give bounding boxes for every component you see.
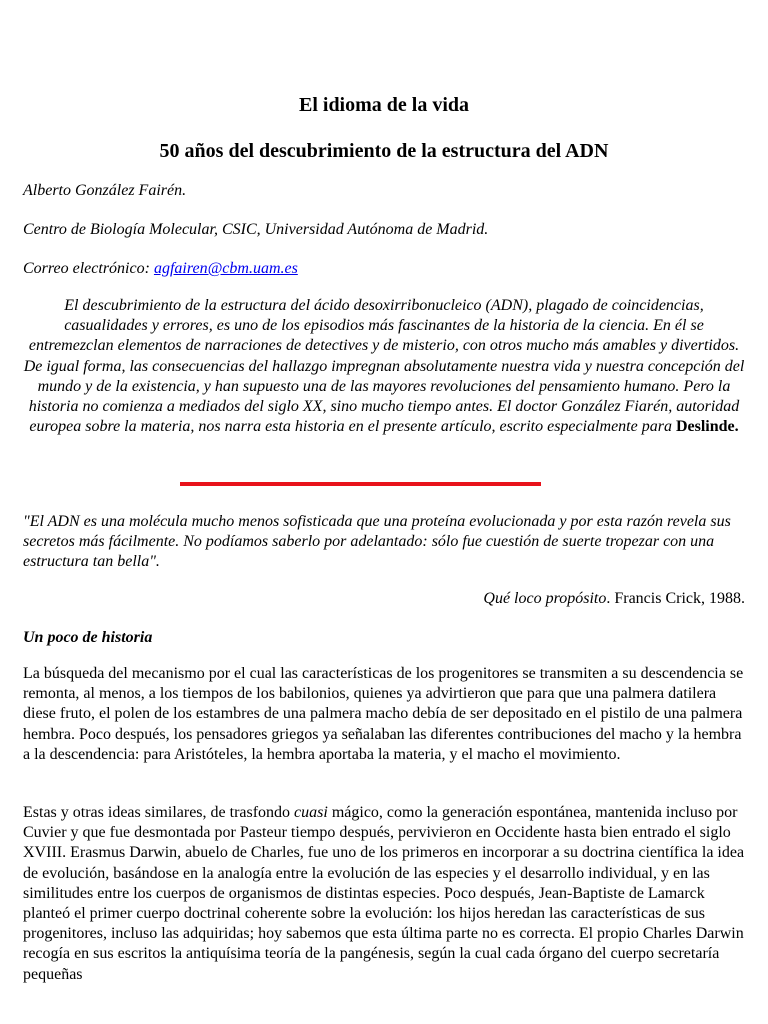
paragraph2-part-b: mágico, como la generación espontánea, mantenida incluso por Cuvier y que fue desmontada por Pasteur tiempo después, pervivieron en Occidente hasta bien entrado el siglo XVIII. Erasmus Darwin, abuelo de Charles, fue uno de los primeros en incorporar a su doctrina científica la idea de evolución, basándose en la analogía entre la evolución de las especies y el desarrollo individual, y en las similitudes entre los cuerpos de organismos de distintas especies. Poco después, Jean-Baptiste de Lamarck planteó el primer cuerpo doctrinal coherente sobre la evolución: los hijos heredan las características de sus progenitores, incluso las adquiridas; hoy sabemos que esta última parte no es correcta. El propio Charles Darwin recogía en sus escritos la antiquísima teoría de la pangénesis, según la cual cada órgano del cuerpo secretaría pequeñas: [23, 804, 745, 983]
epigraph-quote: "El ADN es una molécula mucho menos sofisticada que una proteína evolucionada y por esta razón revela sus secretos más fácilmente. No podíamos saberlo por adelantado: sólo fue cuestión de suerte tropezar con una estructura tan bella".: [23, 513, 731, 571]
abstract-journal-name: Deslinde.: [675, 418, 739, 436]
email-line: [23, 259, 745, 279]
email-link[interactable]: agfairen@cbm.uam.es: [153, 260, 298, 277]
epigraph-source-author: . Francis Crick, 1988.: [606, 590, 745, 607]
email-label: Correo electrónico:: [23, 260, 154, 277]
body-paragraph-2: [23, 803, 745, 985]
paragraph2-emphasis: cuasi: [294, 804, 328, 821]
epigraph-source-title: Qué loco propósito: [483, 590, 607, 607]
epigraph-source: [23, 589, 745, 609]
document-title: El idioma de la vida: [298, 94, 470, 116]
paragraph2-part-a: Estas y otras ideas similares, de trasfondo: [23, 804, 295, 821]
abstract-text: El descubrimiento de la estructura del ácido desoxirribonucleico (ADN), plagado de coincidencias, casualidades y errores, es uno de los episodios más fascinantes de la historia de la ciencia. En él se entremezclan elementos de narraciones de detectives y de misterio, con otros mucho más amables y divertidos. De igual forma, las consecuencias del hallazgo impregnan absolutamente nuestra vida y nuestra concepción del mundo y de la existencia, y han supuesto una de las mayores revoluciones del pensamiento humano. Pero la historia no comienza a mediados del siglo XX, sino mucho tiempo antes. El doctor González Fiarén, autoridad europea sobre la materia, nos narra esta historia en el presente artículo, escrito especialmente para: [23, 297, 745, 436]
document-subtitle: 50 años del descubrimiento de la estructura del ADN: [159, 140, 609, 162]
author-name: Alberto González Fairén.: [23, 182, 187, 199]
affiliation: Centro de Biología Molecular, CSIC, Universidad Autónoma de Madrid.: [23, 221, 489, 238]
abstract: [23, 296, 745, 437]
red-divider: [180, 482, 541, 486]
section-heading: Un poco de historia: [23, 629, 153, 646]
body-paragraph-1: La búsqueda del mecanismo por el cual las características de los progenitores se transmiten a su descendencia se remonta, al menos, a los tiempos de los babilonios, quienes ya advirtieron que para que una palmera datilera diese fruto, el polen de los estambres de una palmera macho debía de ser depositado en el pistilo de una palmera hembra. Poco después, los pensadores griegos ya señalaban las diferentes contribuciones del macho y la hembra a la descendencia: para Aristóteles, la hembra aportaba la materia, y el macho el movimiento.: [23, 665, 744, 763]
